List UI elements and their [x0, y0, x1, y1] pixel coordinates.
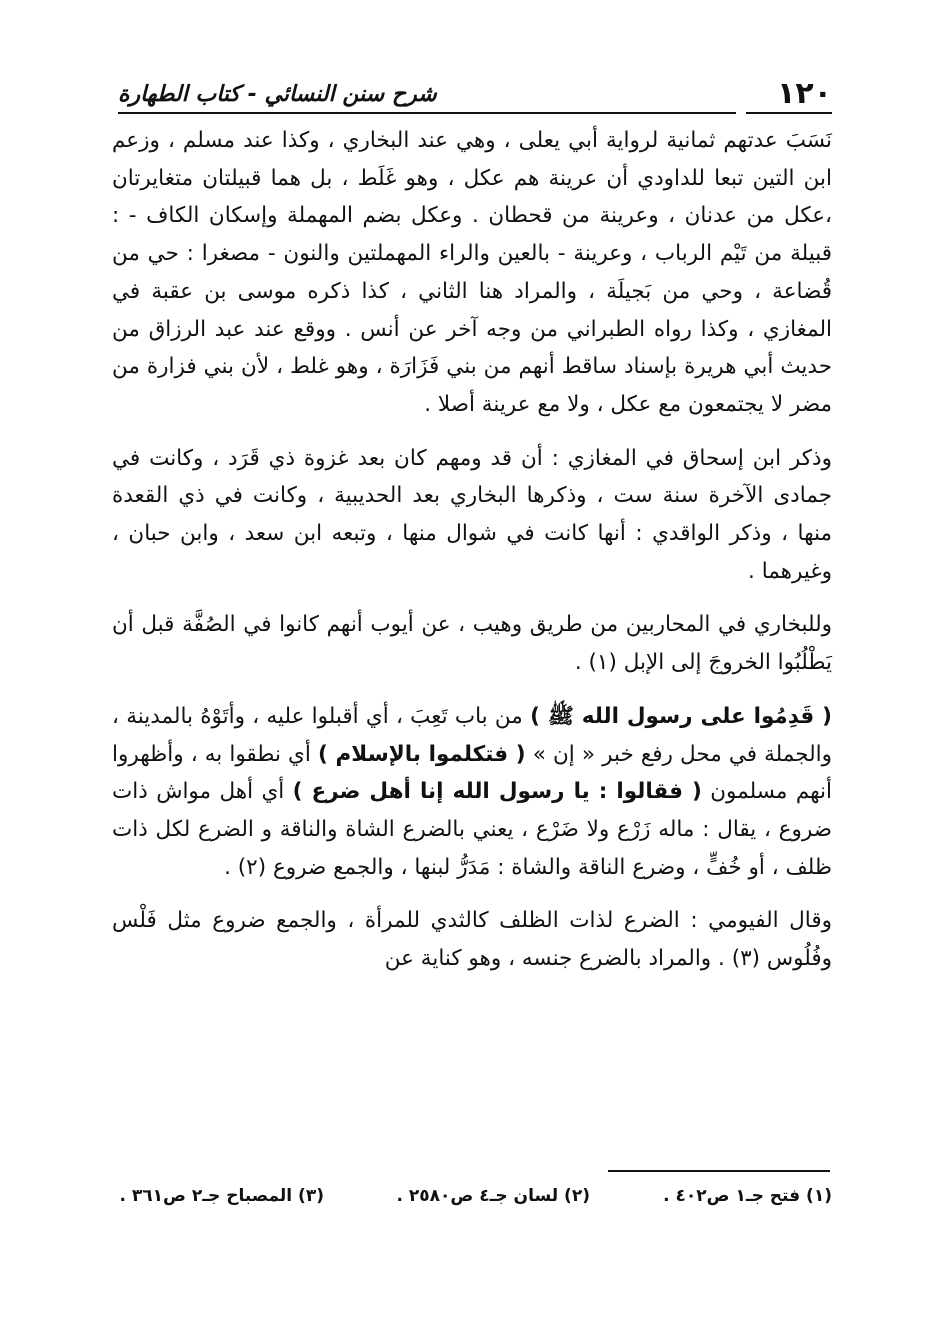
page-number: ١٢٠ [777, 76, 832, 111]
paragraph-5: وقال الفيومي : الضرع لذات الظلف كالثدي للمرأة ، والجمع ضروع مثل فَلْس وفُلُوس (٣) . والمراد بالضرع جنسه ، وهو كناية عن [112, 908, 832, 972]
page-header [118, 74, 832, 114]
header-rule [118, 112, 736, 114]
commentary-3: أي أهل مواش ذات ضروع ، يقال : ماله زَرْع ولا ضَرْع ، يعني بالضرع الشاة والناقة و الضرع لكل ذات ظلف ، أو خُفٍّ ، وضرع الناقة والشاة : مَدَرُّ لبنها ، والجمع ضروع (٢) . [112, 779, 832, 880]
footnote-rule [608, 1170, 830, 1172]
footnote-1: (١) فتح جـ١ ص٤٠٢ . [663, 1186, 832, 1206]
footnote-3: (٣) المصباح جـ٢ ص٣٦١ . [119, 1186, 324, 1206]
paragraph-3: وللبخاري في المحاربين من طريق وهيب ، عن أيوب أنهم كانوا في الصُفَّة قبل أن يَطْلُبُوا الخروجَ إلى الإبل (١) . [112, 612, 832, 676]
running-title: شرح سنن النسائي - كتاب الطهارة [118, 82, 437, 107]
commentary-2: أي نطقوا به ، وأظهروا أنهم مسلمون [112, 741, 832, 805]
hadith-quote-2: ( فتكلموا بالإسلام ) [317, 741, 526, 767]
commentary-1: من باب تَعِبَ ، أي أقبلوا عليه ، وأتَوْهُ بالمدينة ، والجملة في محل رفع خبر « إن » [112, 703, 832, 767]
footnotes [112, 1186, 832, 1216]
page-number-rule [746, 112, 832, 114]
hadith-quote-1: ( قَدِمُوا على رسول الله ﷺ ) [530, 703, 832, 729]
hadith-quote-3: ( فقالوا : يا رسول الله إنا أهل ضرع ) [292, 779, 702, 805]
paragraph-2: وذكر ابن إسحاق في المغازي : أن قد ومهم كان بعد غزوة ذي قَرَد ، وكانت في جمادى الآخرة سنة ست ، وذكرها البخاري بعد الحديبية ، وكانت في ذي القعدة منها ، وذكر الواقدي : أنها كانت في شوال منها ، وتبعه ابن سعد ، وابن حبان ، وغيرهما . [112, 445, 832, 584]
footnote-2: (٢) لسان جـ٤ ص٢٥٨٠ . [396, 1186, 590, 1206]
paragraph-4 [112, 698, 832, 887]
body-text [112, 122, 832, 978]
paragraph-1: نَسَبَ عدتهم ثمانية لرواية أبي يعلى ، وهي عند البخاري ، وكذا عند مسلم ، وزعم ابن التين تبعا للداودي أن عرينة هم عكل ، وهو غَلَط ، بل هما قبيلتان متغايرتان ،عكل من عدنان ، وعرينة من قحطان . وعكل بضم المهملة وإسكان الكاف - : قبيلة من تَيْم الرباب ، وعرينة - بالعين والراء المهملتين والنون - مصغرا : حي من قُضاعة ، وحي من بَجيلَة ، والمراد هنا الثاني ، كذا ذكره موسى بن عقبة في المغازي ، وكذا رواه الطبراني من وجه آخر عن أنس . ووقع عند عبد الرزاق من حديث أبي هريرة بإسناد ساقط أنهم من بني فَزَارَة ، وهو غلط ، لأن بني فزارة من مضر لا يجتمعون مع عكل ، ولا مع عرينة أصلا . [112, 128, 832, 417]
